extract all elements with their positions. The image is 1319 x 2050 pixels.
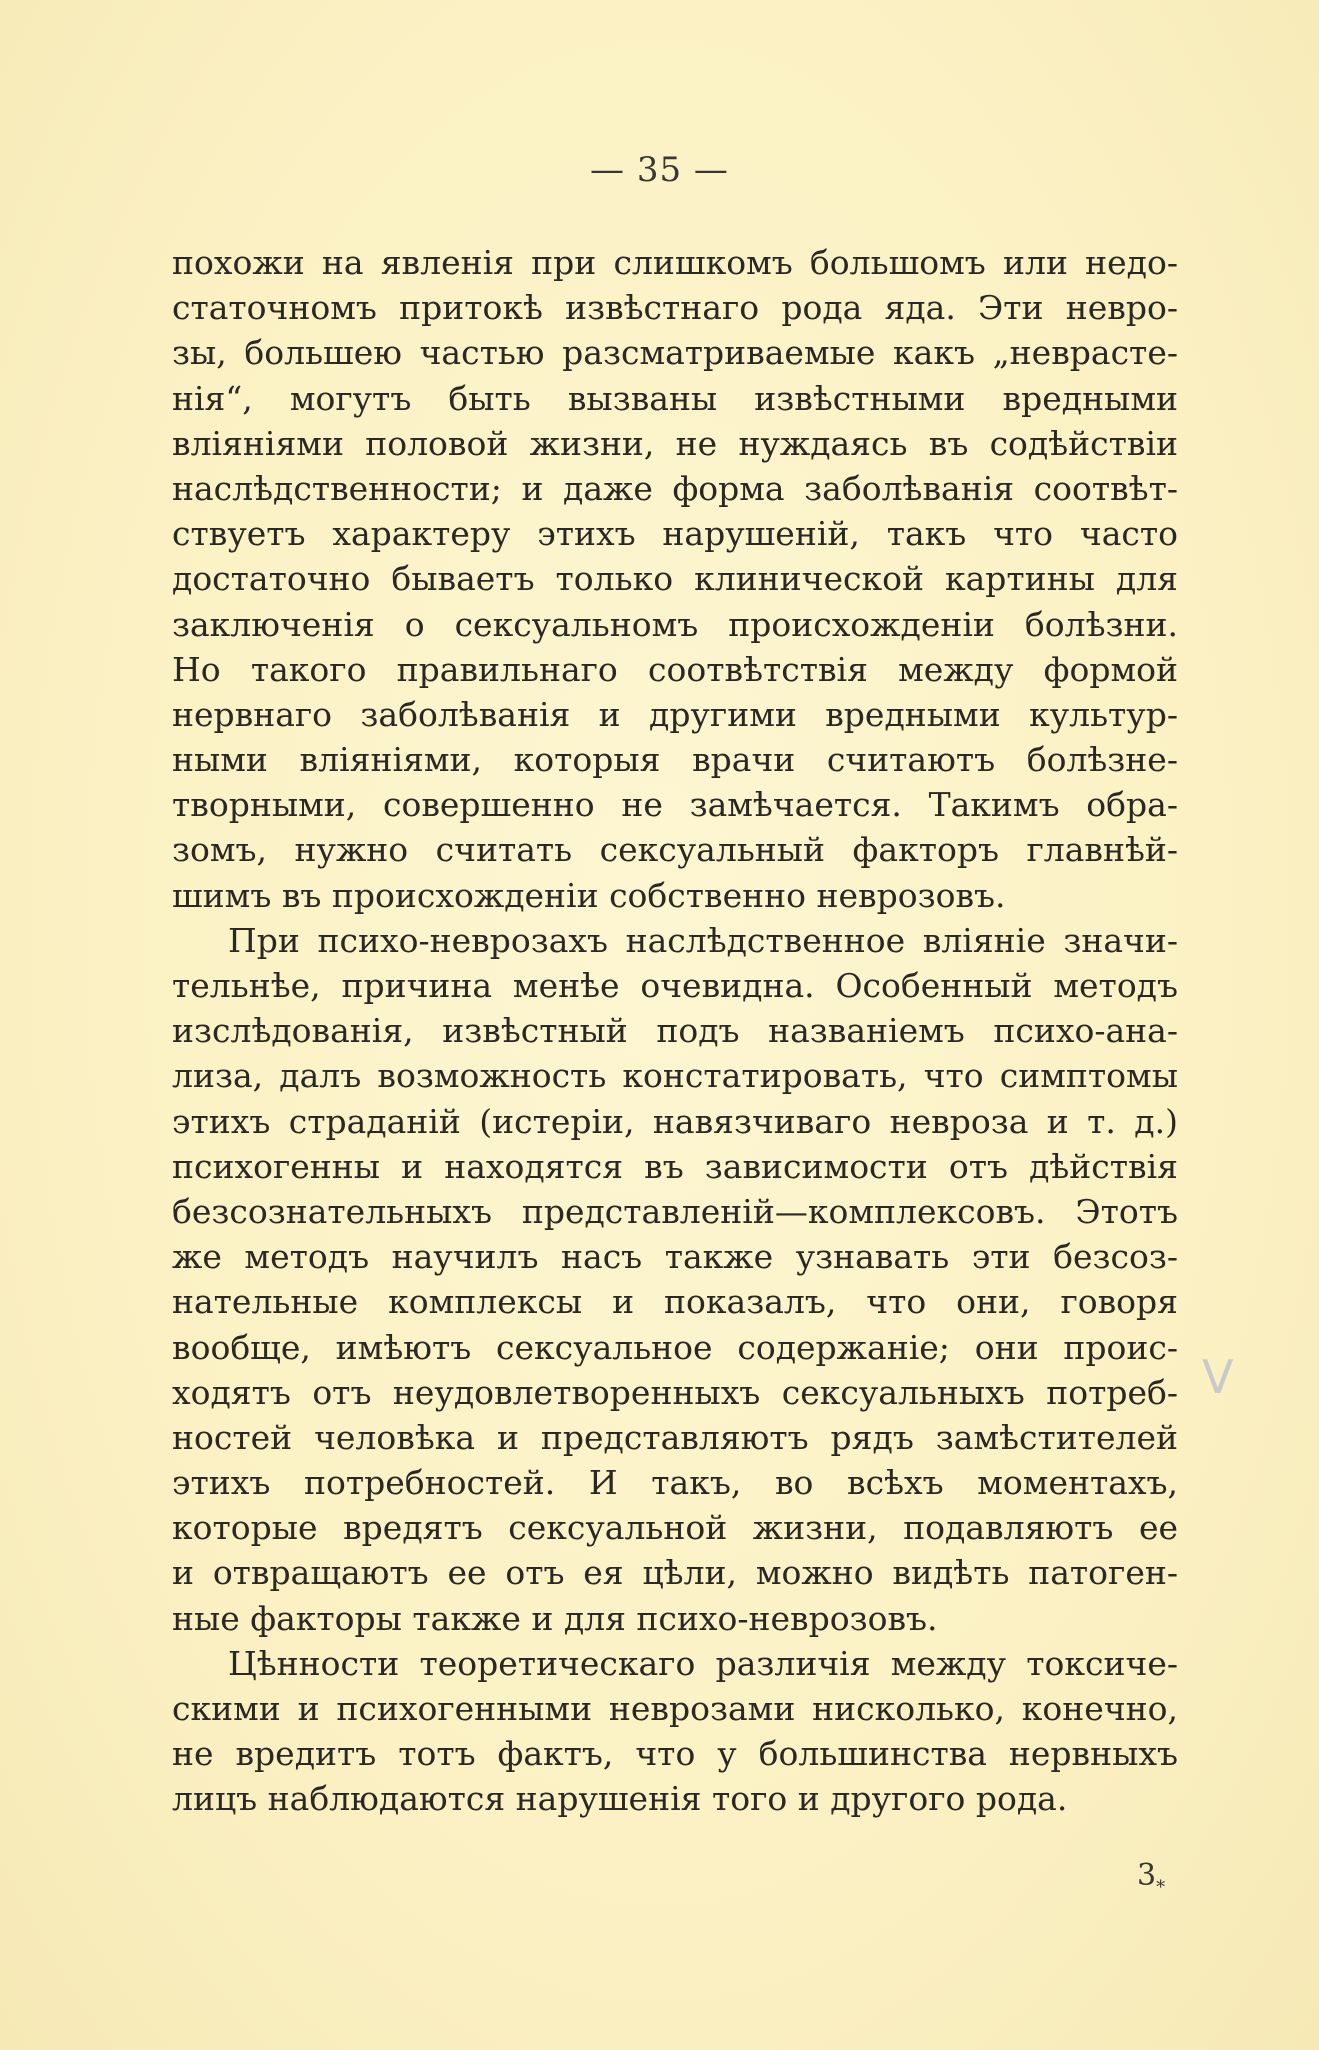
text-line: ностей человѣка и представляютъ рядъ замѣстителей bbox=[172, 1417, 1178, 1457]
text-line: и отвращаютъ ее отъ ея цѣли, можно видѣть патоген- bbox=[172, 1553, 1178, 1593]
body-text bbox=[172, 240, 1178, 1822]
page-number: — 35 — bbox=[590, 150, 729, 190]
text-line: ствуетъ характеру этихъ нарушеній, такъ что часто bbox=[172, 514, 1178, 554]
paragraph-2 bbox=[172, 918, 1178, 1641]
text-line: заключенія о сексуальномъ происхожденіи болѣзни. bbox=[172, 604, 1178, 644]
text-line: вліяніями половой жизни, не нуждаясь въ содѣйствіи bbox=[172, 423, 1178, 463]
signature-mark bbox=[1137, 1858, 1165, 1898]
text-line: не вредитъ тотъ фактъ, что у большинства нервныхъ bbox=[172, 1734, 1178, 1774]
text-line: зомъ, нужно считать сексуальный факторъ главнѣй- bbox=[172, 830, 1178, 870]
text-line: наслѣдственности; и даже форма заболѣванія соотвѣт- bbox=[172, 468, 1178, 508]
text-line: лиза, далъ возможность констатировать, что симптомы bbox=[172, 1056, 1178, 1096]
text-line: которые вредятъ сексуальной жизни, подавляютъ ее bbox=[172, 1508, 1178, 1548]
text-line: изслѣдованія, извѣстный подъ названіемъ психо-ана- bbox=[172, 1011, 1178, 1051]
text-line: Но такого правильнаго соотвѣтствія между формой bbox=[172, 649, 1178, 689]
text-line: скими и психогенными неврозами нисколько, конечно, bbox=[172, 1689, 1178, 1728]
text-line: психогенны и находятся въ зависимости отъ дѣйствія bbox=[172, 1146, 1178, 1186]
text-line: нательные комплексы и показалъ, что они, говоря bbox=[172, 1282, 1178, 1322]
paragraph-3 bbox=[172, 1641, 1178, 1822]
text-line: этихъ страданій (истеріи, навязчиваго невроза и т. д.) bbox=[172, 1101, 1178, 1141]
paragraph-1 bbox=[172, 240, 1178, 918]
text-line: тельнѣе, причина менѣе очевидна. Особенный методъ bbox=[172, 966, 1178, 1005]
text-line: безсознательныхъ представленій—комплексовъ. Этотъ bbox=[172, 1191, 1178, 1231]
text-line: лицъ наблюдаются нарушенія того и другого рода. bbox=[172, 1779, 1068, 1819]
text-line: статочномъ притокѣ извѣстнаго рода яда. Эти невро- bbox=[172, 288, 1178, 328]
text-line: достаточно бываетъ только клинической картины для bbox=[172, 559, 1178, 599]
text-line: нія“, могутъ быть вызваны извѣстными вредными bbox=[172, 378, 1178, 418]
signature-star: * bbox=[1156, 1877, 1166, 1898]
signature-number: 3 bbox=[1137, 1858, 1157, 1893]
text-line: При психо-неврозахъ наслѣдственное вліяніе значи- bbox=[228, 920, 1178, 960]
text-line: вообще, имѣютъ сексуальное содержаніе; они проис- bbox=[172, 1327, 1178, 1367]
text-line: ходятъ отъ неудовлетворенныхъ сексуальныхъ потреб- bbox=[172, 1372, 1178, 1412]
text-line: ными вліяніями, которыя врачи считаютъ болѣзне- bbox=[172, 740, 1178, 780]
text-line: похожи на явленія при слишкомъ большомъ или недо- bbox=[172, 243, 1178, 282]
text-line: ные факторы также и для психо-неврозовъ. bbox=[172, 1598, 938, 1638]
text-line: творными, совершенно не замѣчается. Такимъ обра- bbox=[172, 785, 1178, 825]
text-line: Цѣнности теоретическаго различія между токсиче- bbox=[228, 1643, 1178, 1683]
text-line: нервнаго заболѣванія и другими вредными культур- bbox=[172, 694, 1178, 734]
margin-pencil-mark: V bbox=[1202, 1350, 1234, 1404]
text-line: же методъ научилъ насъ также узнавать эти безсоз- bbox=[172, 1237, 1178, 1277]
text-line: этихъ потребностей. И такъ, во всѣхъ моментахъ, bbox=[172, 1463, 1178, 1503]
text-line: шимъ въ происхожденіи собственно неврозовъ. bbox=[172, 875, 1006, 915]
text-line: зы, большею частью разсматриваемые какъ „неврасте- bbox=[172, 333, 1178, 373]
